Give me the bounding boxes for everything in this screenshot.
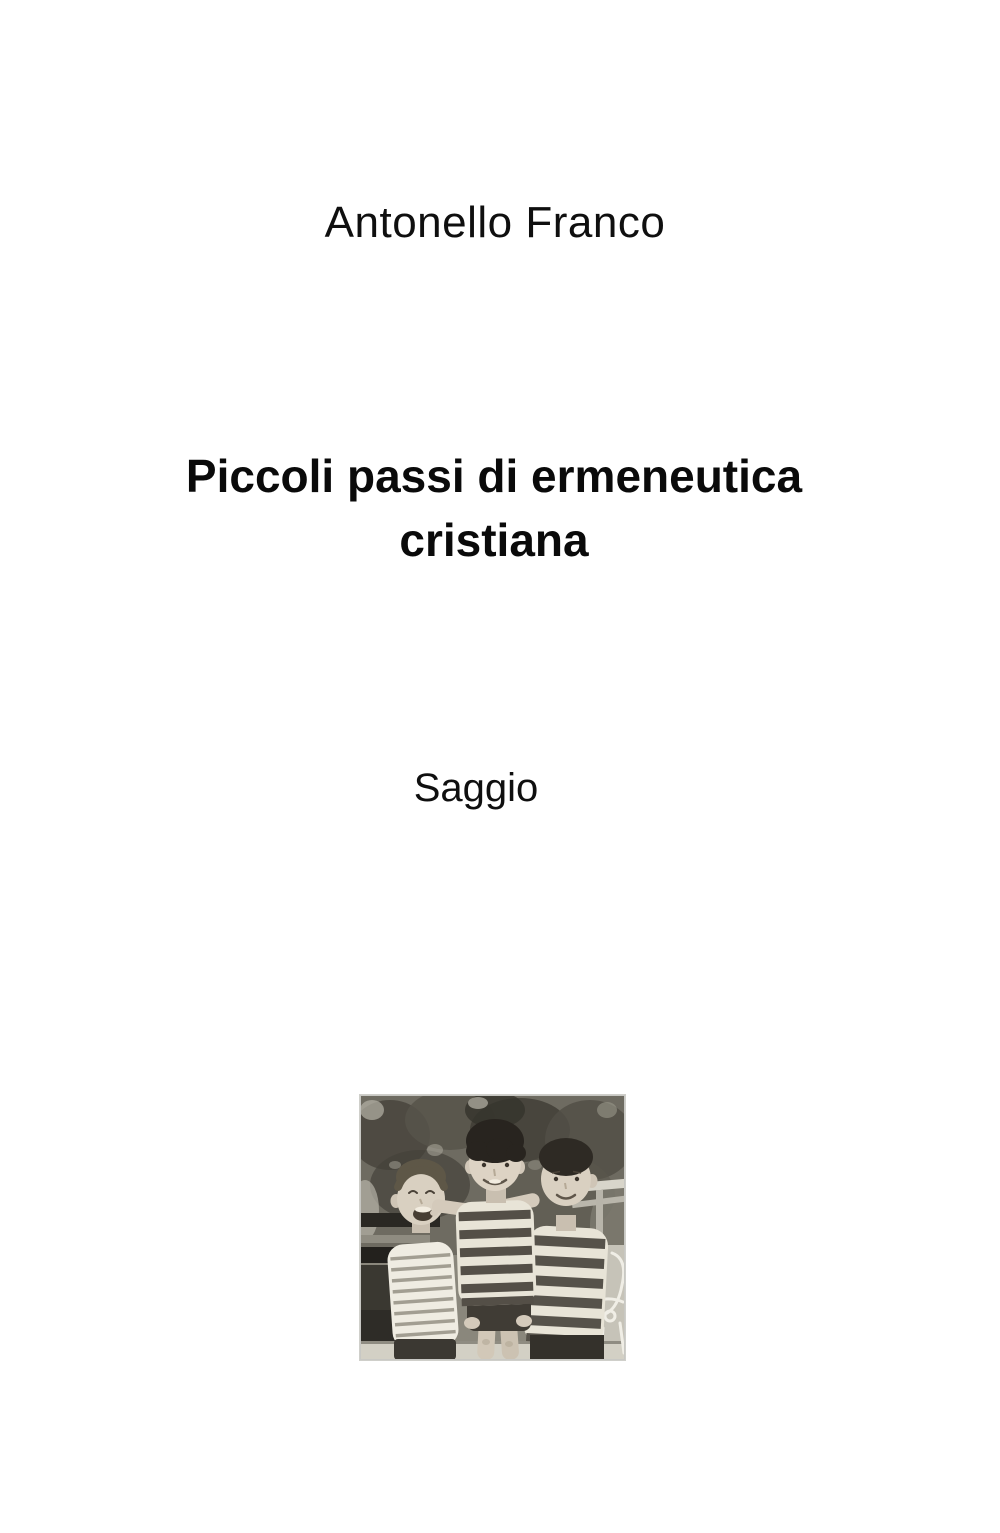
title-line-2: cristiana — [399, 514, 589, 566]
genre-label: Saggio — [413, 766, 539, 810]
title-line-1: Piccoli passi di ermeneutica — [185, 450, 803, 502]
author-name: Antonello Franco — [324, 198, 666, 247]
book-title — [0, 444, 994, 572]
three-boys-photo-illustration — [360, 1095, 625, 1360]
cover-photo — [360, 1095, 625, 1360]
